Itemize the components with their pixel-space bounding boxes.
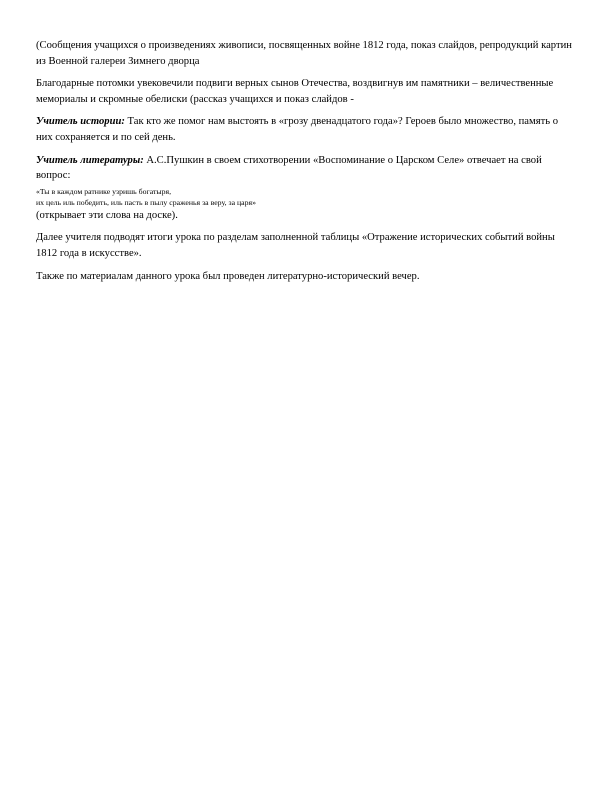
paragraph-summary: Далее учителя подводят итоги урока по разделам заполненной таблицы «Отражение исторических событий войны 1812 года в искусстве».: [36, 232, 555, 259]
after-quote-note: (открывает эти слова на доске).: [36, 209, 178, 221]
history-teacher-text: Так кто же помог нам выстоять в «грозу двенадцатого года»? Героев было множество, память о них сохраняется и по сей день.: [36, 116, 558, 143]
paragraph-history-teacher: [36, 114, 576, 145]
literature-teacher-label: Учитель литературы:: [36, 154, 144, 166]
pushkin-quote: [36, 186, 576, 208]
document-body: [36, 38, 576, 291]
paragraph-evening: Также по материалам данного урока был проведен литературно-исторический вечер.: [36, 270, 420, 282]
quote-line-2: их цель иль победить, иль пасть в пылу сраженья за веру, за царя»: [36, 197, 256, 207]
paragraph-literature-teacher: [36, 153, 576, 224]
paragraph-monuments: Благодарные потомки увековечили подвиги верных сынов Отечества, воздвигнув им памятники – величественные мемориалы и скромные обелиски (рассказ учащихся и показ слайдов -: [36, 78, 554, 105]
history-teacher-label: Учитель истории:: [36, 116, 125, 128]
literature-teacher-text: А.С.Пушкин в своем стихотворении «Воспоминание о Царском Селе» отвечает на свой вопрос:: [36, 154, 542, 182]
paragraph-paintings: (Сообщения учащихся о произведениях живописи, посвященных войне 1812 года, показ слайдов, репродукций картин из Военной галереи Зимнего дворца: [36, 40, 572, 67]
quote-line-1: «Ты в каждом ратнике узришь богатыря,: [36, 186, 172, 196]
